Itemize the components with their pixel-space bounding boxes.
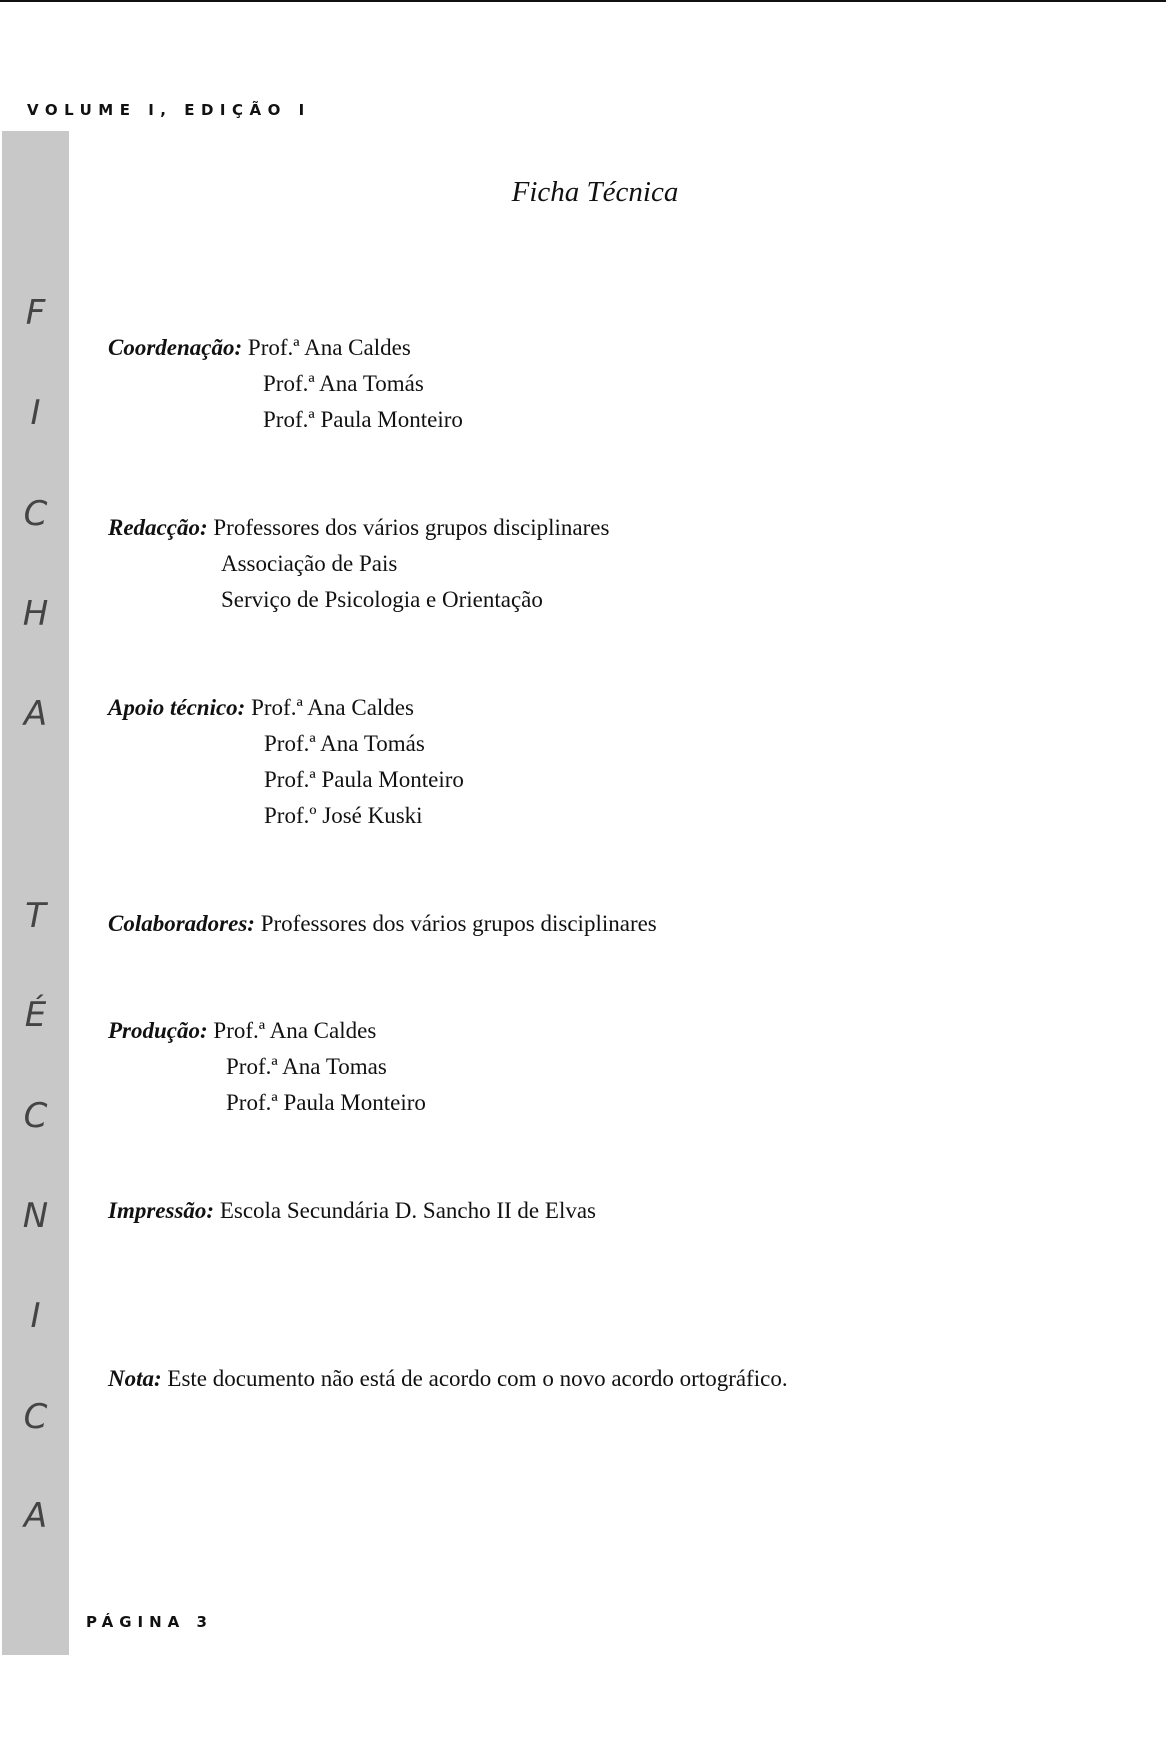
section-nota (108, 1361, 788, 1397)
section-label: Redacção: (108, 515, 208, 540)
sidebar (2, 131, 69, 1655)
sidebar-letter: I (30, 393, 41, 433)
section-line: Este documento não está de acordo com o novo acordo ortográfico. (167, 1366, 788, 1391)
top-rule (0, 0, 1166, 2)
section-line: Serviço de Psicologia e Orientação (221, 587, 543, 612)
section-label: Nota: (108, 1366, 162, 1391)
sidebar-letter: I (30, 1296, 41, 1336)
sidebar-letter: A (23, 694, 48, 734)
section-label: Colaboradores: (108, 911, 255, 936)
section-line: Prof.ª Ana Tomás (264, 731, 425, 756)
section-coordenacao (108, 330, 463, 438)
sidebar-letter: N (22, 1196, 49, 1236)
volume-header: VOLUME I, EDIÇÃO I (27, 101, 311, 119)
section-line: Prof.ª Paula Monteiro (226, 1090, 426, 1115)
sidebar-letter: H (22, 594, 49, 634)
section-redaccao (108, 510, 609, 618)
section-label: Apoio técnico: (108, 695, 246, 720)
sidebar-letter: C (23, 494, 48, 534)
section-line: Professores dos vários grupos disciplinares (260, 911, 657, 936)
page-number: PÁGINA 3 (86, 1613, 213, 1631)
sidebar-letter: É (24, 995, 47, 1035)
sidebar-letter: C (23, 1096, 48, 1136)
section-label: Produção: (108, 1018, 208, 1043)
section-label: Coordenação: (108, 335, 243, 360)
section-line: Prof.ª Ana Caldes (213, 1018, 377, 1043)
section-label: Impressão: (108, 1198, 215, 1223)
section-impressao (108, 1193, 596, 1229)
section-line: Prof.ª Paula Monteiro (264, 767, 464, 792)
section-line: Prof.ª Ana Caldes (251, 695, 414, 720)
section-apoio-tecnico (108, 690, 464, 834)
section-colaboradores (108, 906, 657, 942)
section-line: Prof.ª Ana Caldes (247, 335, 411, 360)
sidebar-letter: F (25, 293, 46, 333)
section-line: Prof.ª Ana Tomás (263, 371, 424, 396)
sidebar-letter: C (23, 1397, 48, 1437)
section-line: Prof.º José Kuski (264, 803, 423, 828)
sidebar-letter: T (25, 896, 46, 936)
section-line: Prof.ª Ana Tomas (226, 1054, 387, 1079)
sidebar-letter: A (23, 1496, 48, 1536)
section-line: Escola Secundária D. Sancho II de Elvas (219, 1198, 596, 1223)
section-producao (108, 1013, 426, 1121)
page-title: Ficha Técnica (511, 176, 679, 208)
section-line: Prof.ª Paula Monteiro (263, 407, 463, 432)
section-line: Associação de Pais (221, 551, 398, 576)
section-line: Professores dos vários grupos disciplinares (213, 515, 610, 540)
